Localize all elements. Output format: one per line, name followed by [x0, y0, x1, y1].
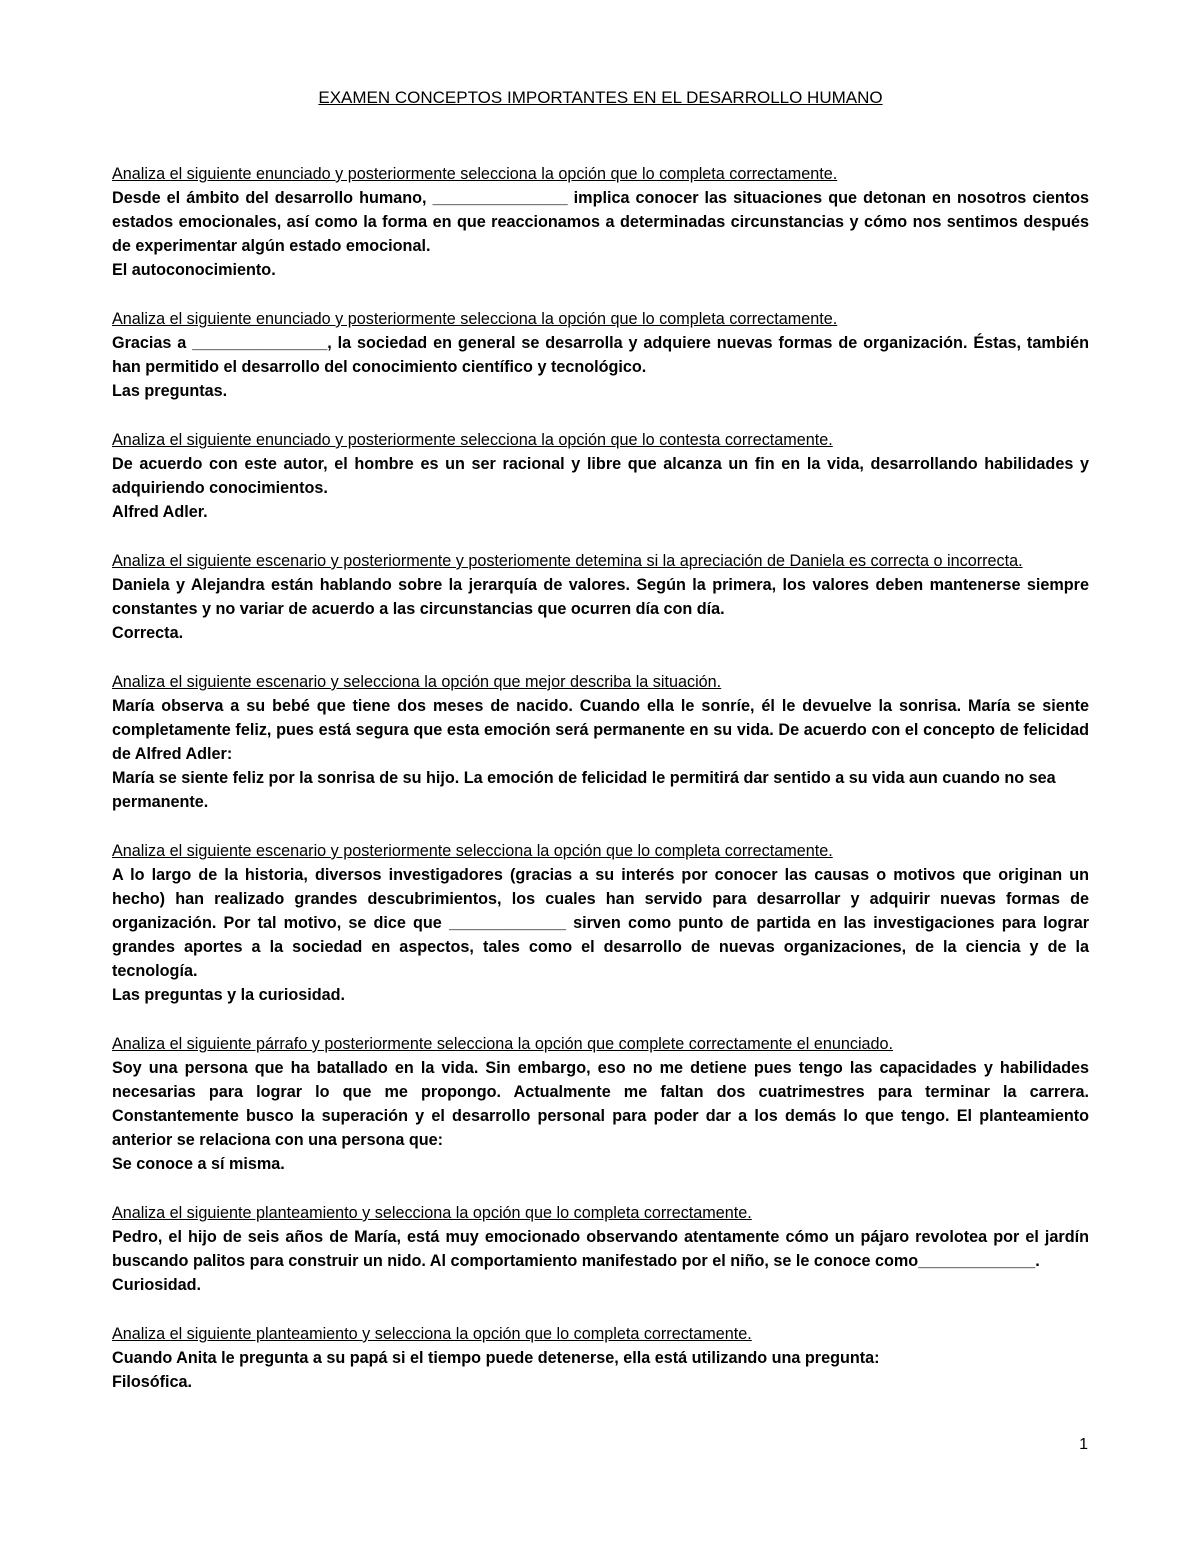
question-answer: Curiosidad.	[112, 1276, 202, 1294]
question-statement: Gracias a _______________, la sociedad en general se desarrolla y adquiere nuevas formas de organización. Éstas, también han permitido el desarrollo del conocimiento científico y tecnológico.	[112, 334, 1089, 376]
question-instruction: Analiza el siguiente planteamiento y selecciona la opción que lo completa correctamente.	[112, 1325, 752, 1343]
question-answer: Se conoce a sí misma.	[112, 1155, 285, 1173]
question-answer: Las preguntas.	[112, 382, 228, 400]
question-statement: Desde el ámbito del desarrollo humano, _______________ implica conocer las situaciones que detonan en nosotros cientos estados emocionales, así como la forma en que reaccionamos a determinadas circunstancias y cómo nos sentimos después de experimentar algún estado emocional.	[112, 189, 1089, 255]
question-instruction: Analiza el siguiente planteamiento y selecciona la opción que lo completa correctamente.	[112, 1204, 752, 1222]
question-answer: El autoconocimiento.	[112, 261, 276, 279]
question-answer: Las preguntas y la curiosidad.	[112, 986, 345, 1004]
question-statement: A lo largo de la historia, diversos investigadores (gracias a su interés por conocer las causas o motivos que originan un hecho) han realizado grandes descubrimientos, los cuales han servido para desarrollar y adquirir nuevas formas de organización. Por tal motivo, se dice que _____________ sirven como punto de partida en las investigaciones para lograr grandes aportes a la sociedad en aspectos, tales como el desarrollo de nuevas organizaciones, de la ciencia y de la tecnología.	[112, 866, 1089, 980]
question-instruction: Analiza el siguiente escenario y selecciona la opción que mejor describa la situación.	[112, 673, 722, 691]
question-answer: Correcta.	[112, 624, 184, 642]
page-number: 1	[1079, 1436, 1088, 1453]
question-answer: Alfred Adler.	[112, 503, 208, 521]
question-instruction: Analiza el siguiente enunciado y posteriormente selecciona la opción que lo contesta correctamente.	[112, 431, 833, 449]
question-statement: Pedro, el hijo de seis años de María, está muy emocionado observando atentamente cómo un pájaro revolotea por el jardín buscando palitos para construir un nido. Al comportamiento manifestado por el niño, se le conoce como_____________.	[112, 1228, 1089, 1270]
question-instruction: Analiza el siguiente párrafo y posteriormente selecciona la opción que complete correctamente el enunciado.	[112, 1035, 894, 1053]
question-6	[112, 839, 1089, 1007]
question-instruction: Analiza el siguiente escenario y posteriormente y posteriomente detemina si la apreciación de Daniela es correcta o incorrecta.	[112, 552, 1023, 570]
question-3	[112, 428, 1089, 524]
question-instruction: Analiza el siguiente enunciado y posteriormente selecciona la opción que lo completa correctamente.	[112, 310, 838, 328]
question-7	[112, 1032, 1089, 1176]
question-8	[112, 1201, 1089, 1297]
question-statement: María observa a su bebé que tiene dos meses de nacido. Cuando ella le sonríe, él le devuelve la sonrisa. María se siente completamente feliz, pues está segura que esta emoción será permanente en su vida. De acuerdo con el concepto de felicidad de Alfred Adler:	[112, 697, 1089, 763]
question-answer: María se siente feliz por la sonrisa de su hijo. La emoción de felicidad le permitirá dar sentido a su vida aun cuando no sea permanente.	[112, 769, 1056, 811]
question-2	[112, 307, 1089, 403]
document-page	[112, 86, 1089, 1419]
question-statement: Soy una persona que ha batallado en la vida. Sin embargo, eso no me detiene pues tengo las capacidades y habilidades necesarias para lograr lo que me propongo. Actualmente me faltan dos cuatrimestres para terminar la carrera. Constantemente busco la superación y el desarrollo personal para poder dar a los demás lo que tengo. El planteamiento anterior se relaciona con una persona que:	[112, 1059, 1089, 1149]
question-4	[112, 549, 1089, 645]
question-statement: Cuando Anita le pregunta a su papá si el tiempo puede detenerse, ella está utilizando una pregunta:	[112, 1349, 880, 1367]
question-instruction: Analiza el siguiente escenario y posteriormente selecciona la opción que lo completa correctamente.	[112, 842, 833, 860]
question-1	[112, 162, 1089, 282]
question-statement: Daniela y Alejandra están hablando sobre la jerarquía de valores. Según la primera, los valores deben mantenerse siempre constantes y no variar de acuerdo a las circunstancias que ocurren día con día.	[112, 576, 1089, 618]
question-5	[112, 670, 1089, 814]
document-title: EXAMEN CONCEPTOS IMPORTANTES EN EL DESARROLLO HUMANO	[318, 88, 883, 107]
question-statement: De acuerdo con este autor, el hombre es un ser racional y libre que alcanza un fin en la vida, desarrollando habilidades y adquiriendo conocimientos.	[112, 455, 1089, 497]
question-answer: Filosófica.	[112, 1373, 193, 1391]
question-9	[112, 1322, 1089, 1394]
question-instruction: Analiza el siguiente enunciado y posteriormente selecciona la opción que lo completa correctamente.	[112, 165, 838, 183]
